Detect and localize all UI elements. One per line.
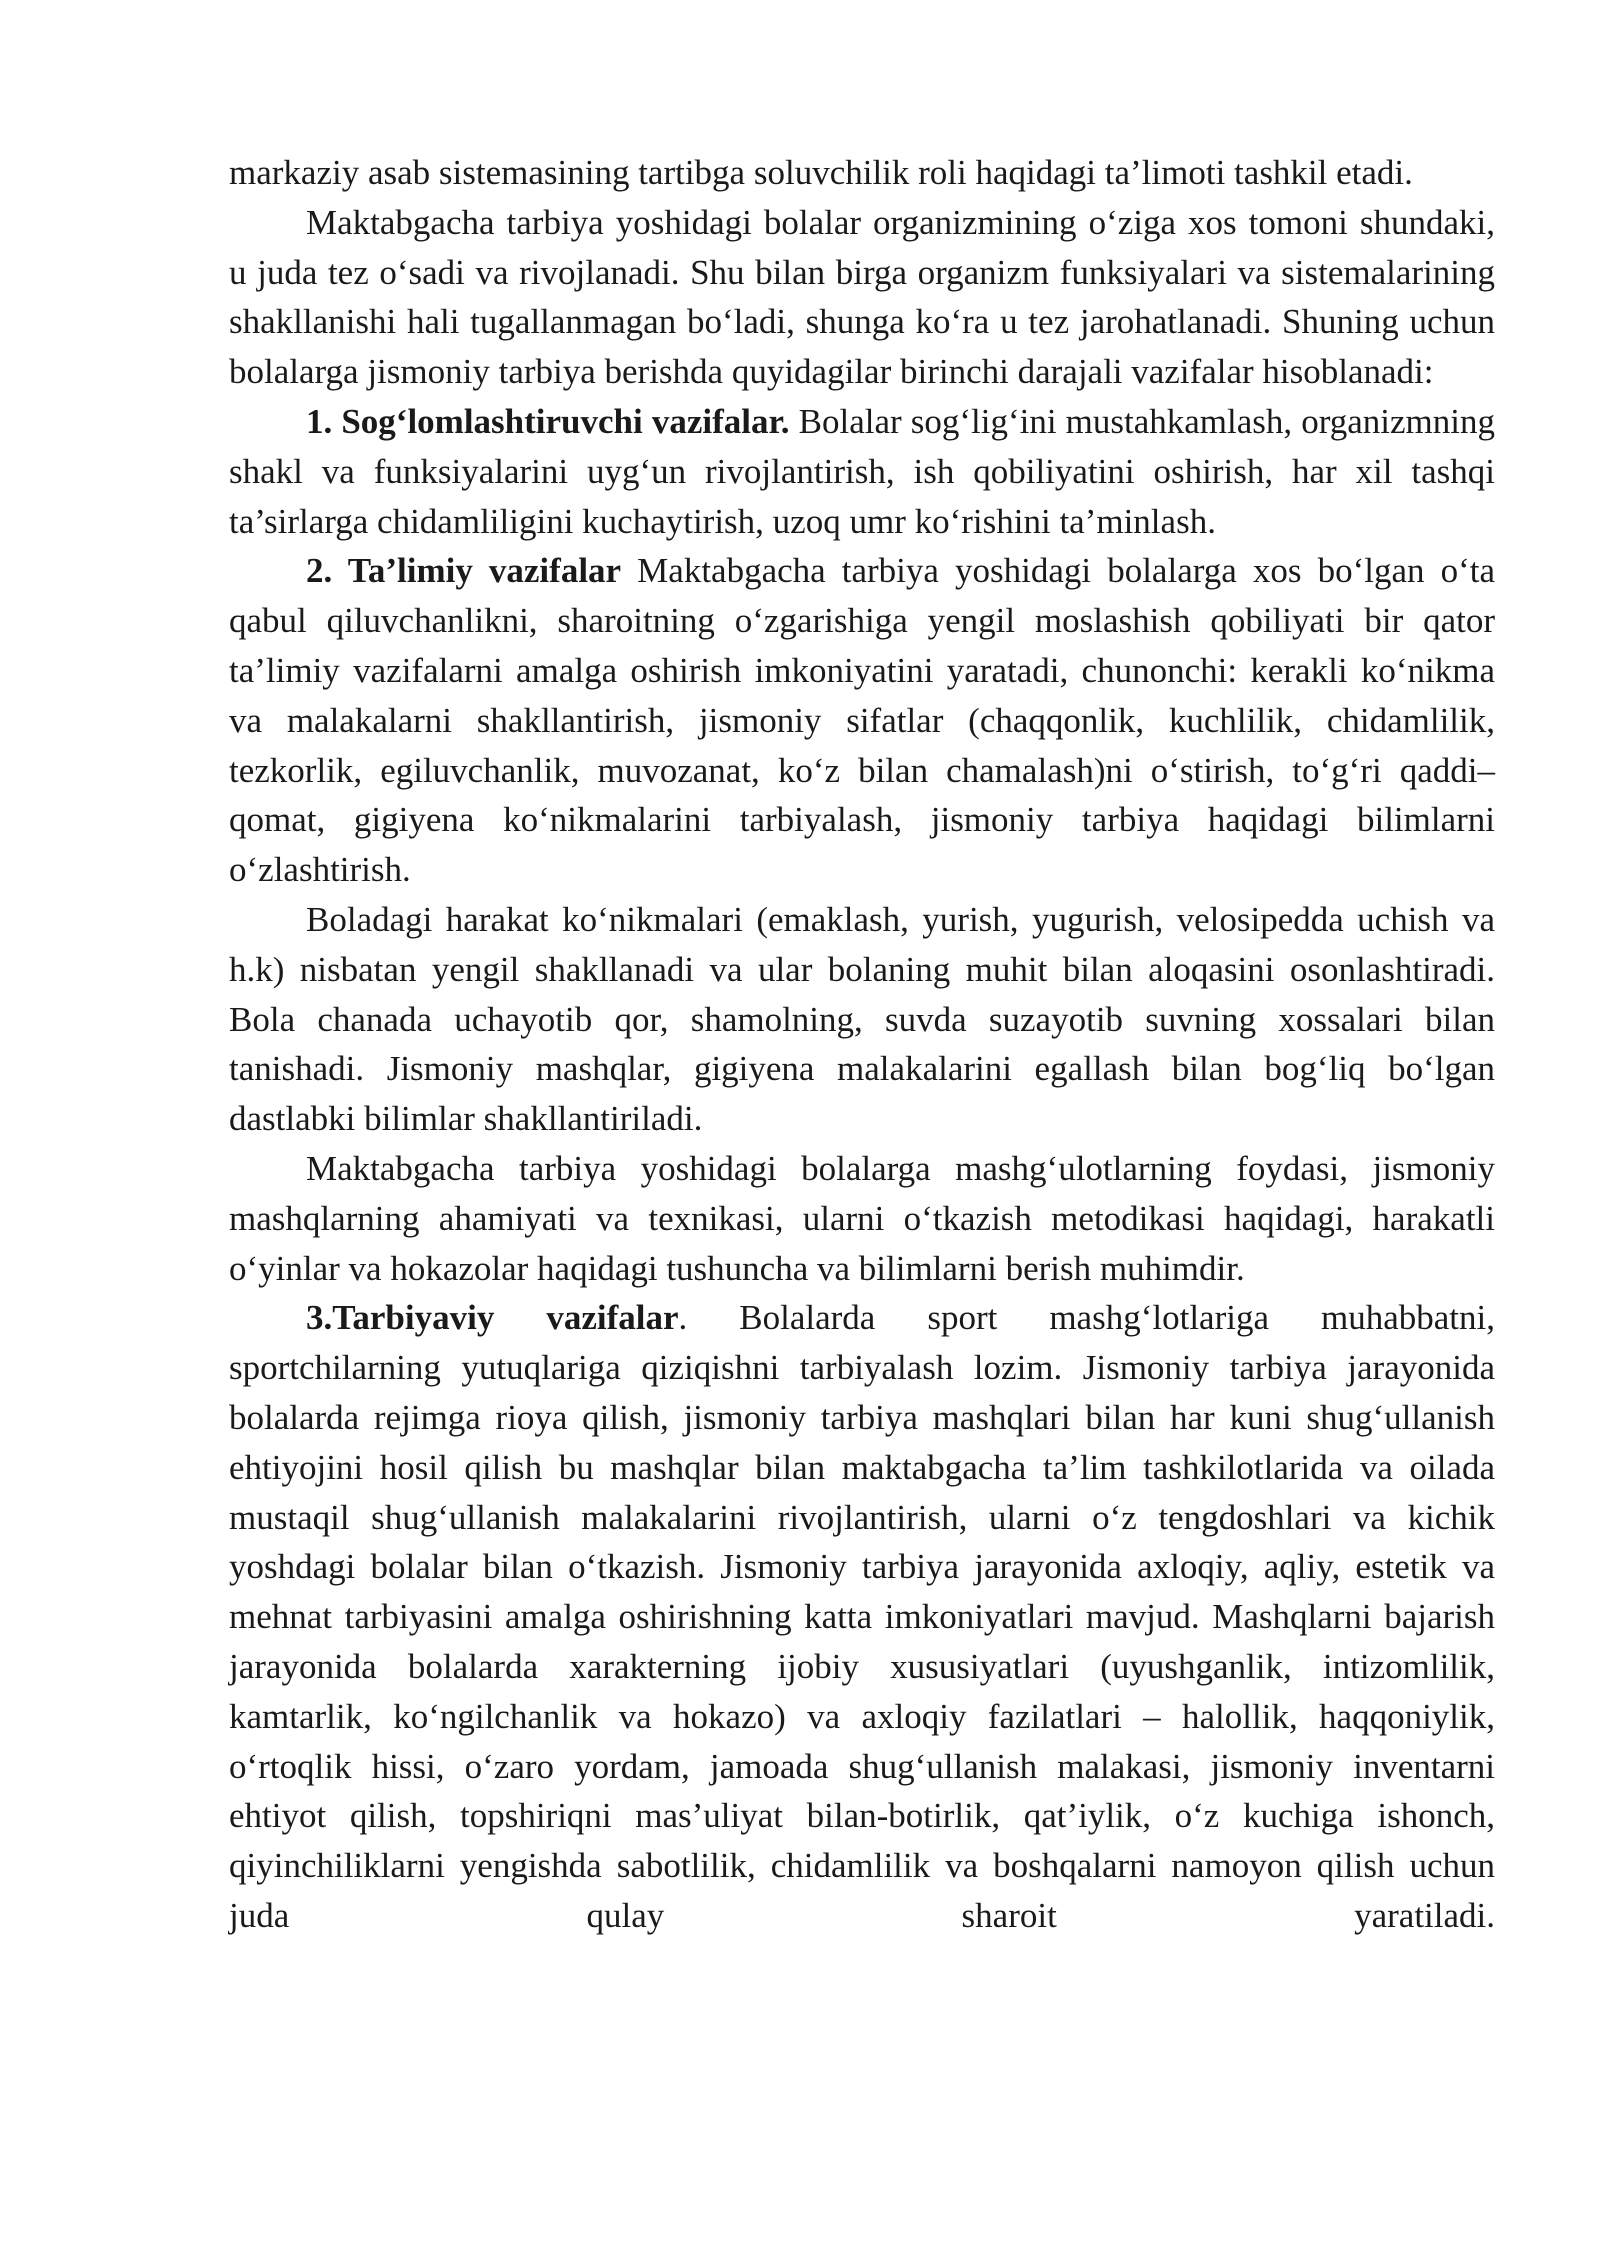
task-heading: 1. Sog‘lomlashtiruvchi vazifalar. bbox=[306, 401, 790, 441]
paragraph bbox=[229, 198, 1495, 397]
paragraph-task-2 bbox=[229, 546, 1495, 895]
paragraph-text: Boladagi harakat ko‘nikmalari (emaklash, yurish, yugurish, velosipedda uchish va h.k) nisbatan yengil shakllanadi va ular bolaning muhit bilan aloqasini osonlashtiradi. Bola chanada uchayotib qor, shamolning, suvda suzayotib suvning xossalari bilan tanishadi. Jismoniy mashqlar, gigiyena malakalarini egallash bilan bog‘liq bo‘lgan dastlabki bilimlar shakllantiriladi. bbox=[229, 899, 1495, 1139]
document-body bbox=[229, 148, 1495, 1941]
paragraph-text: . Bolalarda sport mashg‘lotlariga muhabbatni, sportchilarning yutuqlariga qiziqishni tarbiyalash lozim. Jismoniy tarbiya jarayonida bolalarda rejimga rioya qilish, jismoniy tarbiya mashqlari bilan har kuni shug‘ullanish ehtiyojini hosil qilish bu mashqlar bilan maktabgacha ta’lim tashkilotlarida va oilada mustaqil shug‘ullanish malakalarini rivojlantirish, ularni o‘z tengdoshlari va kichik yoshdagi bolalar bilan o‘tkazish. Jismoniy tarbiya jarayonida axloqiy, aqliy, estetik va mehnat tarbiyasini amalga oshirishning katta imkoniyatlari mavjud. Mashqlarni bajarish jarayonida bolalarda xarakterning ijobiy xususiyatlari (uyushganlik, intizomlilik, kamtarlik, ko‘ngilchanlik va hokazo) va axloqiy fazilatlari – halollik, haqqoniylik, o‘rtoqlik hissi, o‘zaro yordam, jamoada shug‘ullanish malakasi, jismoniy inventarni ehtiyot qilish, topshiriqni mas’uliyat bilan-botirlik, qat’iylik, o‘z kuchiga ishonch, qiyinchiliklarni yengishda sabotlilik, chidamlilik va boshqalarni namoyon qilish uchun juda qulay sharoit yaratiladi. bbox=[229, 1298, 1495, 1935]
paragraph-text: Maktabgacha tarbiya yoshidagi bolalarga mashg‘ulotlarning foydasi, jismoniy mashqlarning ahamiyati va texnikasi, ularni o‘tkazish metodikasi haqidagi, harakatli o‘yinlar va hokazolar haqidagi tushuncha va bilimlarni berish muhimdir. bbox=[229, 1148, 1495, 1288]
paragraph-text: Maktabgacha tarbiya yoshidagi bolalar organizmining o‘ziga xos tomoni shundaki, u juda tez o‘sadi va rivojlanadi. Shu bilan birga organizm funksiyalari va sistemalarining shakllanishi hali tugallanmagan bo‘ladi, shunga ko‘ra u tez jarohatlanadi. Shuning uchun bolalarga jismoniy tarbiya berishda quyidagilar birinchi darajali vazifalar hisoblanadi: bbox=[229, 202, 1495, 392]
paragraph bbox=[229, 895, 1495, 1144]
task-heading: 3.Tarbiyaviy vazifalar bbox=[306, 1298, 679, 1338]
paragraph-task-3 bbox=[229, 1293, 1495, 1940]
paragraph-task-1 bbox=[229, 397, 1495, 546]
paragraph-text: markaziy asab sistemasining tartibga soluvchilik roli haqidagi ta’limoti tashkil etadi. bbox=[229, 153, 1413, 192]
task-heading: 2. Ta’limiy vazifalar bbox=[306, 551, 622, 591]
paragraph bbox=[229, 1144, 1495, 1293]
paragraph-text: Bolalar sog‘lig‘ini mustahkamlash, organizmning shakl va funksiyalarini uyg‘un rivojlantirish, ish qobiliyatini oshirish, har xil tashqi ta’sirlarga chidamliligini kuchaytirish, uzoq umr ko‘rishini ta’minlash. bbox=[229, 401, 1495, 541]
paragraph-text: Maktabgacha tarbiya yoshidagi bolalarga xos bo‘lgan o‘ta qabul qiluvchanlikni, sharoitning o‘zgarishiga yengil moslashish qobiliyati bir qator ta’limiy vazifalarni amalga oshirish imkoniyatini yaratadi, chunonchi: kerakli ko‘nikma va malakalarni shakllantirish, jismoniy sifatlar (chaqqonlik, kuchlilik, chidamlilik, tezkorlik, egiluvchanlik, muvozanat, ko‘z bilan chamalash)ni o‘stirish, to‘g‘ri qaddi–qomat, gigiyena ko‘nikmalarini tarbiyalash, jismoniy tarbiya haqidagi bilimlarni o‘zlashtirish. bbox=[229, 551, 1495, 890]
paragraph bbox=[229, 148, 1495, 198]
